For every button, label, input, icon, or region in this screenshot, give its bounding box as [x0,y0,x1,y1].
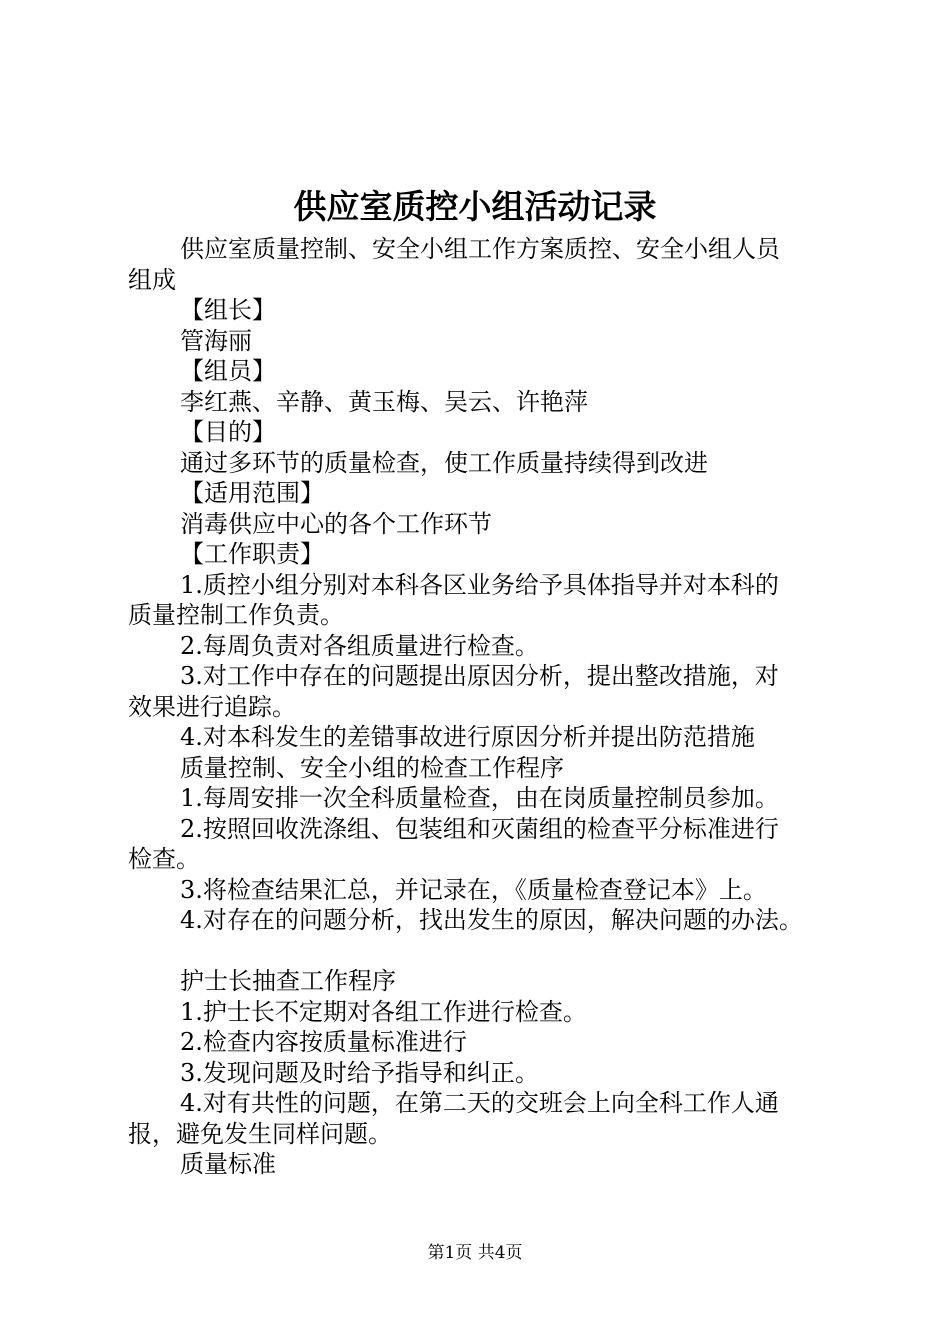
paragraph-line: 2.按照回收洗涤组、包装组和灭菌组的检查平分标准进行 [180,814,779,843]
paragraph-line: 李红燕、辛静、黄玉梅、吴云、许艳萍 [180,387,588,416]
paragraph-line: 管海丽 [180,326,252,355]
paragraph-line: 质量控制、安全小组的检查工作程序 [180,753,564,782]
paragraph-line: 1.护士长不定期对各组工作进行检查。 [180,997,587,1026]
paragraph-line: 通过多环节的质量检查，使工作质量持续得到改进 [180,448,708,477]
document-title: 供应室质控小组活动记录 [293,187,657,226]
paragraph-line: 【适用范围】 [180,479,324,507]
blank-line [128,936,848,967]
paragraph-line: 质量控制工作负责。 [128,601,344,629]
paragraph-line: 【工作职责】 [180,540,324,568]
paragraph-line: 【组员】 [180,357,276,385]
document-body [128,234,848,1180]
paragraph-line: 2.检查内容按质量标准进行 [180,1028,467,1056]
paragraph-line: 3.对工作中存在的问题提出原因分析，提出整改措施，对 [180,662,779,690]
paragraph-line: 2.每周负责对各组质量进行检查。 [180,631,539,660]
paragraph-line: 供应室质量控制、安全小组工作方案质控、安全小组人员 [180,235,780,263]
paragraph-line: 4.对有共性的问题，在第二天的交班会上向全科工作人通 [180,1089,779,1117]
paragraph-line: 报，避免发生同样问题。 [128,1119,392,1148]
paragraph-line: 3.发现问题及时给予指导和纠正。 [180,1058,539,1087]
paragraph-line: 【目的】 [180,418,276,446]
paragraph-line: 组成 [128,265,176,294]
page-footer: 第1页 共4页 [427,1243,523,1263]
paragraph-line: 4.对本科发生的差错事故进行原因分析并提出防范措施 [180,723,755,751]
paragraph-line: 质量标准 [180,1150,276,1178]
paragraph-line: 消毒供应中心的各个工作环节 [180,509,492,538]
paragraph-line: 1.每周安排一次全科质量检查，由在岗质量控制员参加。 [180,784,779,812]
paragraph-line: 4.对存在的问题分析，找出发生的原因，解决问题的办法。 [180,906,803,934]
paragraph-line: 【组长】 [180,296,276,324]
paragraph-line: 1.质控小组分别对本科各区业务给予具体指导并对本科的 [180,570,779,599]
paragraph-line: 检查。 [128,845,200,873]
paragraph-line: 效果进行追踪。 [128,692,296,721]
paragraph-line: 3.将检查结果汇总，并记录在，《质量检查登记本》上。 [180,875,767,904]
paragraph-line: 护士长抽查工作程序 [180,967,396,995]
